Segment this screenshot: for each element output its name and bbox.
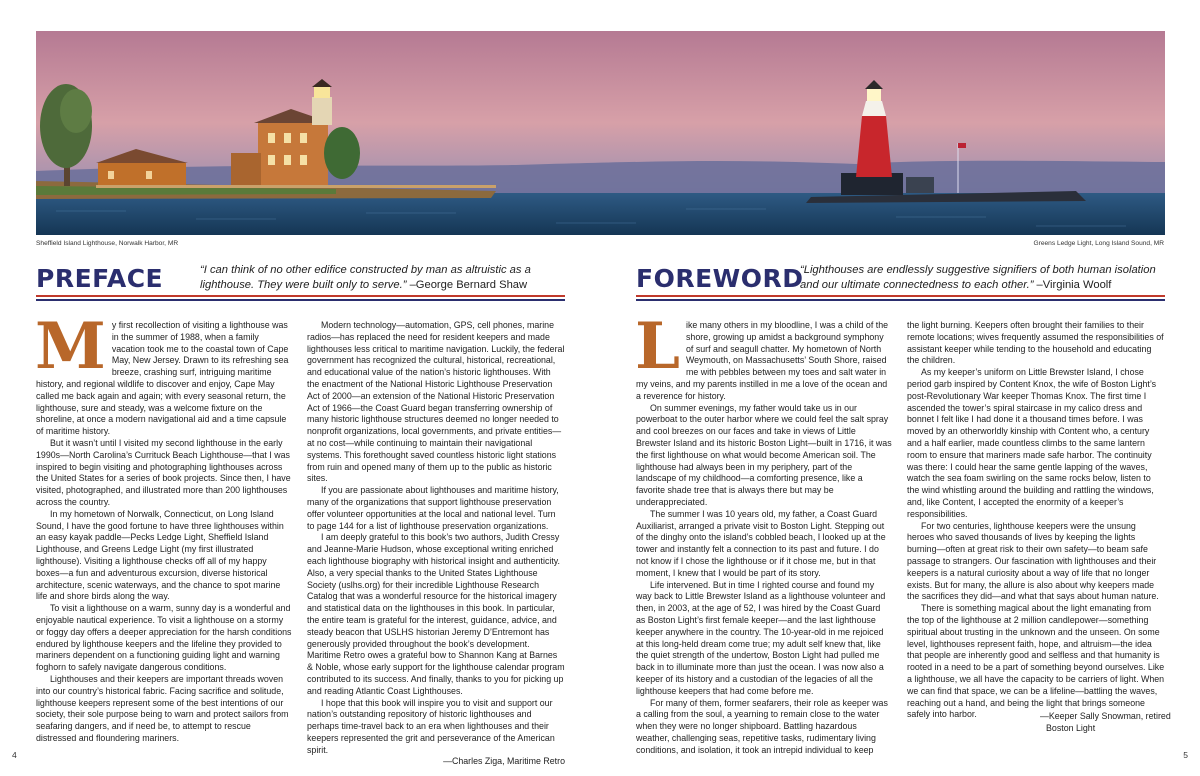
preface-paragraph: Lighthouses and their keepers are important threads woven into our country’s historical fabric. Facing sacrifice and solitude, lighthouse keepers represent some of the best intentions of our society, their sole purpose being to warn and protect sailors from seafaring dangers, and if need be, to attempt to rescue distressed and floundering mariners. — [36, 673, 289, 743]
preface-title: PREFACE — [36, 264, 164, 293]
preface-dropcap: M — [35, 309, 106, 384]
preface-paragraph: To visit a lighthouse on a warm, sunny day is a wonderful and enjoyable nautical experience. To visit a lighthouse on a stormy or foggy day offers a deeper appreciation for the harsh conditions endured by lighthouse keepers and the lifeline they provided to mariners dependent on a functioning guiding light and warning foghorn to safely navigate dangerous conditions. — [36, 603, 292, 673]
preface-epigraph — [200, 263, 540, 293]
caption-right: Greens Ledge Light, Long Island Sound, MR — [1033, 240, 1164, 247]
foreword-paragraph: As my keeper’s uniform on Little Brewster Island, I chose period garb inspired by Content Knox, the wife of Boston Light’s post-Revolutionary War keeper Thomas Knox. The first time I ascended the tower’s spiral staircase in my calico dress and bonnet I felt like I had done it a thousand times before. I was moved by an otherworldly kinship with Content who, a century and a half earlier, made countless climbs to the same lantern room to ensure that mariners made safe harbor. The continuity was there: I could hear the same gentle lapping of the waves, watch the sea foam swirling on the same rocks below, listen to the wind whistling around the building and rattling the windows, and, like Content, I accepted the enormity of a keeper’s responsibilities. — [907, 367, 1157, 519]
foreword-paragraph: For two centuries, lighthouse keepers were the unsung heroes who saved thousands of lives by keeping the lights burning—often at great risk to their own safety—to beam safe passage to strangers. Our fascination with lighthouses and their keepers is a natural curiosity about a way of life that no longer exists. But for many, the allure is also about why keepers made the sacrifices they did—and what that says about human nature. — [907, 520, 1159, 602]
foreword-paragraph: For many of them, former seafarers, their role as keeper was a calling from the soul, a yearning to remain close to the water when they were no longer shipboard. Battling hazardous weather, challenging seas, repetitive tasks, rudimentary living conditions, and isolation, it took an intrepid individual to keep — [636, 697, 888, 755]
preface-column-1 — [35, 309, 292, 743]
foreword-paragraph: On summer evenings, my father would take us in our powerboat to the outer harbor where we could feel the salt spray and cool breezes on our faces and take in views of Little Brewster Island and its historic Boston Light—built in 1716, it was the first lighthouse on what would become American soil. The lighthouse had always been in my periphery, part of the landscape of my childhood—a comforting presence, like a favorite shade tree that is always there but may be underappreciated. — [636, 402, 892, 507]
foreword-paragraph: ike many others in my bloodline, I was a child of the shore, growing up amidst a background symphony of surf and seagull chatter. My hometown of North Weymouth, on Massachusetts’ South Shore, raised me with pebbles between my toes and salt water in my veins, and my parents instilled in me a love of the ocean and a reverence for history. — [636, 320, 889, 401]
foreword-title: FOREWORD — [636, 264, 804, 293]
foreword-quote-attribution: –Virginia Woolf — [1036, 279, 1112, 291]
foreword-epigraph — [800, 263, 1168, 293]
preface-paragraph: But it wasn’t until I visited my second lighthouse in the early 1990s—North Carolina’s Currituck Beach Lighthouse—that I was inspired to begin visiting and photographing lighthouses across the United States for a series of book projects. Since then, I have visited, photographed, and illustrated more than 200 lighthouses across the country. — [36, 437, 291, 507]
caption-left: Sheffield Island Lighthouse, Norwalk Harbor, MR — [36, 240, 179, 247]
preface-quote-attribution: –George Bernard Shaw — [409, 279, 528, 291]
preface-double-rule — [36, 295, 565, 302]
foreword-paragraph: the light burning. Keepers often brought their families to their remote locations; wives frequently assumed the responsibilities of assistant keeper while tending to the household and educating the children. — [907, 320, 1164, 366]
foreword-dropcap: L — [635, 309, 680, 384]
page-number-left: 4 — [12, 750, 17, 760]
preface-paragraph: Modern technology—automation, GPS, cell phones, marine radios—has replaced the need for resident keepers and made lighthouses less critical to maritime navigation. Luckily, the federal government has recognized the cultural, historical, recreational, and educational value of the nation’s historic lighthouses. With the enactment of the National Historic Lighthouse Preservation Act of 2000—an extension of the National Historic Preservation Act of 1966—the Coast Guard began transferring ownership of many historic lighthouse structures deemed no longer needed to nonprofit organizations, local governments, and private entities—at no cost—while continuing to maintain their navigational systems. This forethought saved countless historic light stations from ruin and opened many of them up to the public as historic sites. — [307, 320, 565, 484]
preface-paragraph: In my hometown of Norwalk, Connecticut, on Long Island Sound, I have the good fortune to have three lighthouses within an easy kayak paddle—Pecks Ledge Light, Sheffield Island Lighthouse, and Greens Ledge Light (my first illustrated lighthouse). Visiting a lighthouse checks off all of my happy boxes—a fun and adventurous excursion, diverse historical architecture, scenic waterways, and the chance to spot marine life and shore birds along the way. — [36, 508, 284, 602]
foreword-paragraph: The summer I was 10 years old, my father, a Coast Guard Auxiliarist, arranged a private visit to Boston Light. Stepping out of the dinghy onto the island’s cobbled beach, I looked up at the tower and instantly felt a connection to its past and future. I do not know if I chose the lighthouse or if it chose me, but in that moment, I knew that I would be part of its story. — [636, 508, 886, 578]
lighthouse-panorama-illustration — [36, 31, 1165, 235]
foreword-quote-text: “Lighthouses are endlessly suggestive signifiers of both human isolation and our ultimate connectedness to each other.” — [800, 264, 1156, 291]
preface-paragraph: If you are passionate about lighthouses and maritime history, many of the organizations that support lighthouse preservation offer volunteer opportunities at the local and national level. Turn to page 144 for a list of lighthouse preservation organizations. — [307, 485, 559, 531]
preface-paragraph: I hope that this book will inspire you to visit and support our nation’s outstanding repository of historic lighthouses and perhaps time-travel back to an era when lighthouses and their keepers represented the grit and perseverance of the American spirit. — [307, 697, 555, 755]
preface-column-2 — [307, 320, 565, 767]
page-number-right: 5 — [1183, 750, 1188, 760]
foreword-signature — [1040, 710, 1171, 734]
foreword-signature-name: —Keeper Sally Snowman, retired — [1040, 711, 1171, 721]
foreword-double-rule — [636, 295, 1165, 302]
preface-paragraph: I am deeply grateful to this book’s two authors, Judith Cressy and Jeanne-Marie Hudson, whose exceptional writing enriched each lighthouse biography with historical insight and authenticity. Also, a very special thanks to the United States Lighthouse Society (uslhs.org) for their incredible Lighthouse Research Catalog that was a wonderful resource for the historical imagery and statistical data on the lighthouses in this book. In particular, the entire team is grateful for the interest, guidance, advice, and steady beacon that USLHS historian Jeremy D’Entremont has generously provided throughout the book’s development. Maritime Retro owes a grateful bow to Shannon Kang at Barnes & Noble, whose early support for the lighthouse calendar program contributed to its success. And finally, thanks to you for picking up and reading Atlantic Coast Lighthouses. — [307, 532, 565, 696]
preface-quote-text: “I can think of no other edifice constructed by man as altruistic as a lighthouse. They were built only to serve.” — [200, 264, 531, 291]
foreword-signature-place: Boston Light — [1046, 723, 1096, 733]
foreword-paragraph: There is something magical about the light emanating from the top of the lighthouse at 2 million candlepower—something spiritual about trusting in the unknown and the unseen. On some level, lighthouses represent faith, hope, and altruism—the idea that people are inherently good and selfless and that humanity is rooted in a need to be a part of something beyond ourselves. Like a lighthouse, we all have the capacity to be carriers of light. When we can find that space, we can be a lifeline—battling the waves, reaching out a hand, and being the light that brings someone safely into harbor. — [907, 603, 1165, 720]
preface-signature: —Charles Ziga, Maritime Retro — [443, 756, 565, 767]
foreword-column-1 — [635, 309, 892, 755]
foreword-paragraph: Life intervened. But in time I righted course and found my way back to Little Brewster Island as a lighthouse volunteer and then, in 2003, at the age of 52, I was hired by the Coast Guard as Boston Light’s first female keeper—and the last lighthouse keeper anywhere in the country. The 10-year-old in me rejoiced at this long-held dream come true; my adult self knew that, like the quiet strength of the undertow, Boston Light had pulled me back in to illuminate more than just the ocean. I was now also a keeper of its history and a custodian of the legacies of all the lighthouse keepers that had come before me. — [636, 579, 886, 696]
preface-paragraph: y first recollection of visiting a lighthouse was in the summer of 1988, when a family vacation took me to the coastal town of Cape May, New Jersey. Drawn to its refreshing sea breeze, crashing surf, intriguing maritime history, and regional wildlife to discover and enjoy, Cape May called me back again and again; with every seasonal return, the lighthouse, sure and steady, was a welcome fixture on the shoreline, at once a modern navigational aid and a time capsule of maritime history. — [36, 320, 289, 437]
